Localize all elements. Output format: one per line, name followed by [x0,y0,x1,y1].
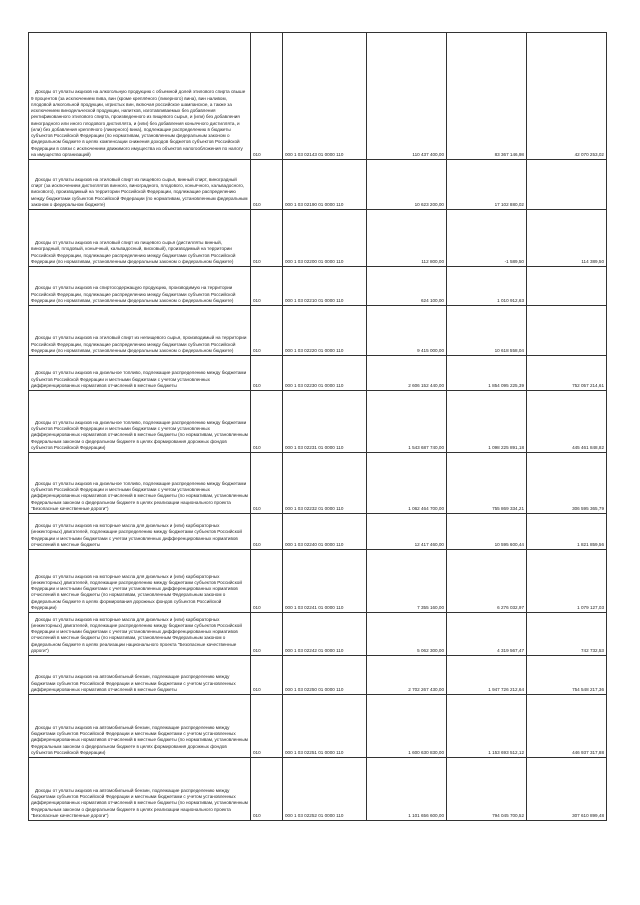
income-code-cell-text: 000 1 03 02251 01 0000 110 [285,749,344,755]
approved-amount-cell-text: 1 543 687 740,00 [408,444,444,450]
line-code-cell [251,695,283,758]
line-code-cell [251,356,283,391]
approved-amount-cell-text: 7 355 160,00 [417,604,444,610]
executed-amount-cell [447,160,527,210]
line-code-cell-text: 010 [253,444,261,450]
income-code-cell [283,306,367,356]
approved-amount-cell [367,160,447,210]
approved-amount-cell [367,306,447,356]
line-code-cell [251,33,283,160]
income-code-cell-text: 000 1 03 02240 01 0000 110 [285,541,344,547]
income-name-cell-text: Доходы от уплаты акцизов на алкогольную продукцию с объемной долей этилового спирта свыше 9 процентов (за исключением пива, вин (кроме креплёного (ликерного) вина), вин наливом, плодовой алкогольной продукции, игристых вин, включая российское шампанское, а также за исключением винодельческой продукции, напитков, изготавливаемых без добавления ректификованного этилового спирта, произведенного из пищевого сырья, и (или) без добавления виноградного или иного плодового дистиллята, и (или) без добавления коньячного дистиллята, и (или) без добавления креплёного (ликерного) вина), подлежащие распределению в бюджеты субъектов Российской Федерации (по нормативам, установленным федеральным законом о федеральном бюджете в целях компенсации снижения доходов бюджетов субъектов Российской Федерации в связи с исключением движимого имущества из объектов налогообложения по налогу на имущество организаций) [31,89,246,157]
remaining-amount-cell [527,613,607,656]
income-name-cell [29,453,251,514]
income-code-cell [283,33,367,160]
income-code-cell [283,160,367,210]
table-row [29,758,607,821]
executed-amount-cell-text: 1 854 095 225,39 [488,382,524,388]
executed-amount-cell-text: 1 153 693 512,12 [488,749,524,755]
executed-amount-cell-text: 1 947 726 212,64 [488,686,524,692]
approved-amount-cell [367,391,447,453]
remaining-amount-cell [527,550,607,613]
table-row [29,656,607,695]
executed-amount-cell [447,267,527,306]
executed-amount-cell [447,695,527,758]
income-name-cell-text: Доходы от уплаты акцизов на дизельное топливо, подлежащие распределению между бюджетами субъектов Российской Федерации и местными бюджетами с учетом установленных дифференцированных нормативов отчислений в местные бюджеты (по нормативам, установленным Федеральным законом о федеральном бюджете в целях формирования дорожных фондов субъектов Российской Федерации) [31,419,248,450]
line-code-cell-text: 010 [253,347,261,353]
line-code-cell [251,267,283,306]
executed-amount-cell-text: 83 367 146,98 [494,151,524,157]
executed-amount-cell [447,550,527,613]
income-name-cell-text: Доходы от уплаты акцизов на автомобильный бензин, подлежащие распределению между бюджетами субъектов Российской Федерации и местными бюджетами с учетом установленных дифференцированных нормативов отчислений в местные бюджеты [31,674,236,692]
approved-amount-cell-text: 112 800,00 [421,258,444,264]
income-name-cell-text: Доходы от уплаты акцизов на моторные масла для дизельных и (или) карбюраторных (инжекторных) двигателей, подлежащие распределению между бюджетами субъектов Российской Федерации и местными бюджетами с учетом установленных дифференцированных нормативов отчислений в местные бюджеты (по нормативам, установленным Федеральным законом о федеральном бюджете в целях формирования дорожных фондов субъектов Российской Федерации) [31,573,242,610]
line-code-cell-text: 010 [253,505,261,511]
income-name-cell-text: Доходы от уплаты акцизов на моторные масла для дизельных и (или) карбюраторных (инжекторных) двигателей, подлежащие распределению между бюджетами субъектов Российской Федерации и местными бюджетами с учетом установленных дифференцированных нормативов отчислений в местные бюджеты [31,523,242,547]
income-name-cell-text: Доходы от уплаты акцизов на дизельное топливо, подлежащие распределению между бюджетами субъектов Российской Федерации и местными бюджетами с учетом установленных дифференцированных нормативов отчислений в местные бюджеты (по нормативам, установленным Федеральным законом о федеральном бюджете в целях реализации национального проекта "Безопасные качественные дороги") [31,480,248,511]
line-code-cell [251,391,283,453]
remaining-amount-cell-text: 1 821 859,56 [577,541,604,547]
executed-amount-cell-text: 6 276 032,97 [497,604,524,610]
executed-amount-cell-text: 4 319 567,47 [497,647,524,653]
executed-amount-cell-text: 755 869 334,21 [492,505,524,511]
income-name-cell-text: Доходы от уплаты акцизов на этиловый спирт из пищевого сырья, винный спирт, виноградный спирт (за исключением дистиллятов винного, виноградного, плодового, коньячного, кальвадосного, вискового), производимый на территории Российской Федерации, подлежащие распределению между бюджетами субъектов Российской Федерации (по нормативам, установленным федеральным законом о федеральном бюджете) [31,176,248,207]
income-code-cell-text: 000 1 03 02143 01 0000 110 [285,151,344,157]
income-name-cell [29,33,251,160]
line-code-cell [251,758,283,821]
income-code-cell [283,550,367,613]
remaining-amount-cell [527,210,607,267]
approved-amount-cell-text: 12 417 460,00 [414,541,444,547]
income-name-cell-text: Доходы от уплаты акцизов на автомобильный бензин, подлежащие распределению между бюджетами субъектов Российской Федерации и местными бюджетами с учетом установленных дифференцированных нормативов отчислений в местные бюджеты (по нормативам, установленным Федеральным законом о федеральном бюджете в целях реализации национального проекта "Безопасные качественные дороги") [31,787,248,818]
table-row [29,210,607,267]
executed-amount-cell-text: 10 618 558,04 [494,347,524,353]
income-name-cell [29,656,251,695]
remaining-amount-cell [527,514,607,550]
executed-amount-cell-text: 1 010 912,63 [497,297,524,303]
income-name-cell [29,695,251,758]
income-table [28,32,607,821]
income-table-body [29,33,607,821]
income-code-cell [283,695,367,758]
income-name-cell [29,758,251,821]
remaining-amount-cell [527,758,607,821]
line-code-cell [251,656,283,695]
line-code-cell [251,453,283,514]
income-code-cell-text: 000 1 03 02252 01 0000 110 [285,812,344,818]
line-code-cell-text: 010 [253,258,261,264]
line-code-cell-text: 010 [253,812,261,818]
table-row [29,695,607,758]
approved-amount-cell [367,695,447,758]
approved-amount-cell-text: 2 702 267 430,00 [408,686,444,692]
line-code-cell-text: 010 [253,151,261,157]
remaining-amount-cell-text: 1 079 127,03 [577,604,604,610]
income-code-cell [283,514,367,550]
income-name-cell-text: Доходы от уплаты акцизов на этиловый спирт из пищевого сырья (дистилляты винный, виноградный, плодовый, коньячный, кальвадосный, висковый), производимый на территории Российской Федерации, подлежащие распределению между бюджетами субъектов Российской Федерации (по нормативам, установленным федеральным законом о федеральном бюджете) [31,240,236,264]
approved-amount-cell-text: 5 062 300,00 [417,647,444,653]
executed-amount-cell [447,33,527,160]
line-code-cell-text: 010 [253,297,261,303]
income-code-cell [283,267,367,306]
line-code-cell [251,514,283,550]
income-name-cell-text: Доходы от уплаты акцизов на этиловый спирт из непищевого сырья, производимый на территории Российской Федерации, подлежащие распределению между бюджетами субъектов Российской Федерации (по нормативам, установленным федеральным законом о федеральном бюджете) [31,335,247,353]
line-code-cell-text: 010 [253,749,261,755]
remaining-amount-cell [527,695,607,758]
remaining-amount-cell [527,391,607,453]
table-row [29,453,607,514]
income-code-cell-text: 000 1 03 02231 01 0000 110 [285,444,344,450]
approved-amount-cell-text: 1 062 464 700,00 [408,505,444,511]
executed-amount-cell [447,306,527,356]
line-code-cell [251,160,283,210]
line-code-cell [251,613,283,656]
income-code-cell-text: 000 1 03 02242 01 0000 110 [285,647,344,653]
income-name-cell-text: Доходы от уплаты акцизов на автомобильный бензин, подлежащие распределению между бюджетами субъектов Российской Федерации и местными бюджетами с учетом установленных дифференцированных нормативов отчислений в местные бюджеты (по нормативам, установленным Федеральным законом о федеральном бюджете в целях формирования дорожных фондов субъектов Российской Федерации) [31,724,248,755]
income-name-cell [29,613,251,656]
remaining-amount-cell [527,306,607,356]
approved-amount-cell-text: 9 415 000,00 [417,347,444,353]
income-code-cell-text: 000 1 03 02210 01 0000 110 [285,297,344,303]
table-row [29,306,607,356]
line-code-cell [251,550,283,613]
income-code-cell [283,453,367,514]
approved-amount-cell [367,210,447,267]
table-row [29,550,607,613]
remaining-amount-cell-text: 446 937 317,88 [572,749,604,755]
approved-amount-cell [367,267,447,306]
approved-amount-cell-text: 624 100,00 [421,297,444,303]
remaining-amount-cell [527,356,607,391]
income-code-cell [283,758,367,821]
remaining-amount-cell-text: 445 461 848,82 [572,444,604,450]
table-row [29,33,607,160]
executed-amount-cell-text: -1 589,50 [504,258,524,264]
approved-amount-cell [367,758,447,821]
table-row [29,267,607,306]
income-code-cell-text: 000 1 03 02220 01 0000 110 [285,347,344,353]
executed-amount-cell [447,656,527,695]
income-code-cell [283,356,367,391]
approved-amount-cell [367,613,447,656]
line-code-cell-text: 010 [253,201,261,207]
income-name-cell [29,306,251,356]
income-name-cell [29,550,251,613]
income-code-cell-text: 000 1 03 02230 01 0000 110 [285,382,344,388]
approved-amount-cell [367,33,447,160]
approved-amount-cell [367,356,447,391]
income-code-cell-text: 000 1 03 02241 01 0000 110 [285,604,344,610]
approved-amount-cell-text: 10 623 200,00 [414,201,444,207]
remaining-amount-cell-text: 742 732,53 [581,647,604,653]
income-name-cell [29,210,251,267]
remaining-amount-cell [527,160,607,210]
line-code-cell-text: 010 [253,604,261,610]
executed-amount-cell [447,391,527,453]
income-name-cell-text: Доходы от уплаты акцизов на дизельное топливо, подлежащие распределению между бюджетами субъектов Российской Федерации и местными бюджетами с учетом установленных дифференцированных нормативов отчислений в местные бюджеты [31,370,247,388]
income-code-cell-text: 000 1 03 02232 01 0000 110 [285,505,344,511]
income-name-cell [29,267,251,306]
approved-amount-cell-text: 2 606 152 440,00 [408,382,444,388]
table-row [29,514,607,550]
executed-amount-cell [447,453,527,514]
table-row [29,356,607,391]
income-name-cell-text: Доходы от уплаты акцизов на спиртосодержащую продукцию, производимую на территории Российской Федерации, подлежащие распределению между бюджетами субъектов Российской Федерации (по нормативам, установленным федеральным законом о федеральном бюджете) [31,285,236,303]
approved-amount-cell [367,550,447,613]
executed-amount-cell [447,210,527,267]
executed-amount-cell-text: 17 102 880,02 [494,201,524,207]
remaining-amount-cell-text: 306 595 365,79 [572,505,604,511]
table-row [29,391,607,453]
executed-amount-cell [447,514,527,550]
remaining-amount-cell-text: 307 610 899,48 [572,812,604,818]
remaining-amount-cell [527,33,607,160]
remaining-amount-cell-text: 42 070 253,02 [574,151,604,157]
remaining-amount-cell [527,656,607,695]
executed-amount-cell-text: 794 045 700,52 [492,812,524,818]
executed-amount-cell-text: 1 098 225 891,18 [488,444,524,450]
income-code-cell-text: 000 1 03 02250 01 0000 110 [285,686,344,692]
income-code-cell [283,613,367,656]
line-code-cell-text: 010 [253,647,261,653]
line-code-cell-text: 010 [253,686,261,692]
income-code-cell-text: 000 1 03 02200 01 0000 110 [285,258,344,264]
executed-amount-cell [447,758,527,821]
income-name-cell [29,160,251,210]
income-code-cell-text: 000 1 03 02190 01 0000 110 [285,201,344,207]
approved-amount-cell [367,453,447,514]
executed-amount-cell [447,356,527,391]
line-code-cell-text: 010 [253,541,261,547]
remaining-amount-cell-text: 114 389,50 [581,258,604,264]
approved-amount-cell [367,514,447,550]
approved-amount-cell-text: 1 600 630 830,00 [408,749,444,755]
income-code-cell [283,391,367,453]
remaining-amount-cell [527,267,607,306]
remaining-amount-cell [527,453,607,514]
income-code-cell [283,656,367,695]
income-name-cell [29,391,251,453]
line-code-cell-text: 010 [253,382,261,388]
income-name-cell-text: Доходы от уплаты акцизов на моторные масла для дизельных и (или) карбюраторных (инжекторных) двигателей, подлежащие распределению между бюджетами субъектов Российской Федерации и местными бюджетами с учетом установленных дифференцированных нормативов отчислений в местные бюджеты (по нормативам, установленным Федеральным законом о федеральном бюджете в целях реализации национального проекта "Безопасные качественные дороги") [31,616,242,653]
income-code-cell [283,210,367,267]
income-name-cell [29,356,251,391]
line-code-cell [251,210,283,267]
remaining-amount-cell-text: 752 057 214,61 [572,382,604,388]
approved-amount-cell [367,656,447,695]
income-name-cell [29,514,251,550]
remaining-amount-cell-text: 754 548 217,36 [572,686,604,692]
executed-amount-cell [447,613,527,656]
line-code-cell [251,306,283,356]
executed-amount-cell-text: 10 595 600,44 [494,541,524,547]
table-row [29,613,607,656]
table-row [29,160,607,210]
approved-amount-cell-text: 110 437 400,00 [412,151,444,157]
approved-amount-cell-text: 1 101 656 600,00 [408,812,444,818]
